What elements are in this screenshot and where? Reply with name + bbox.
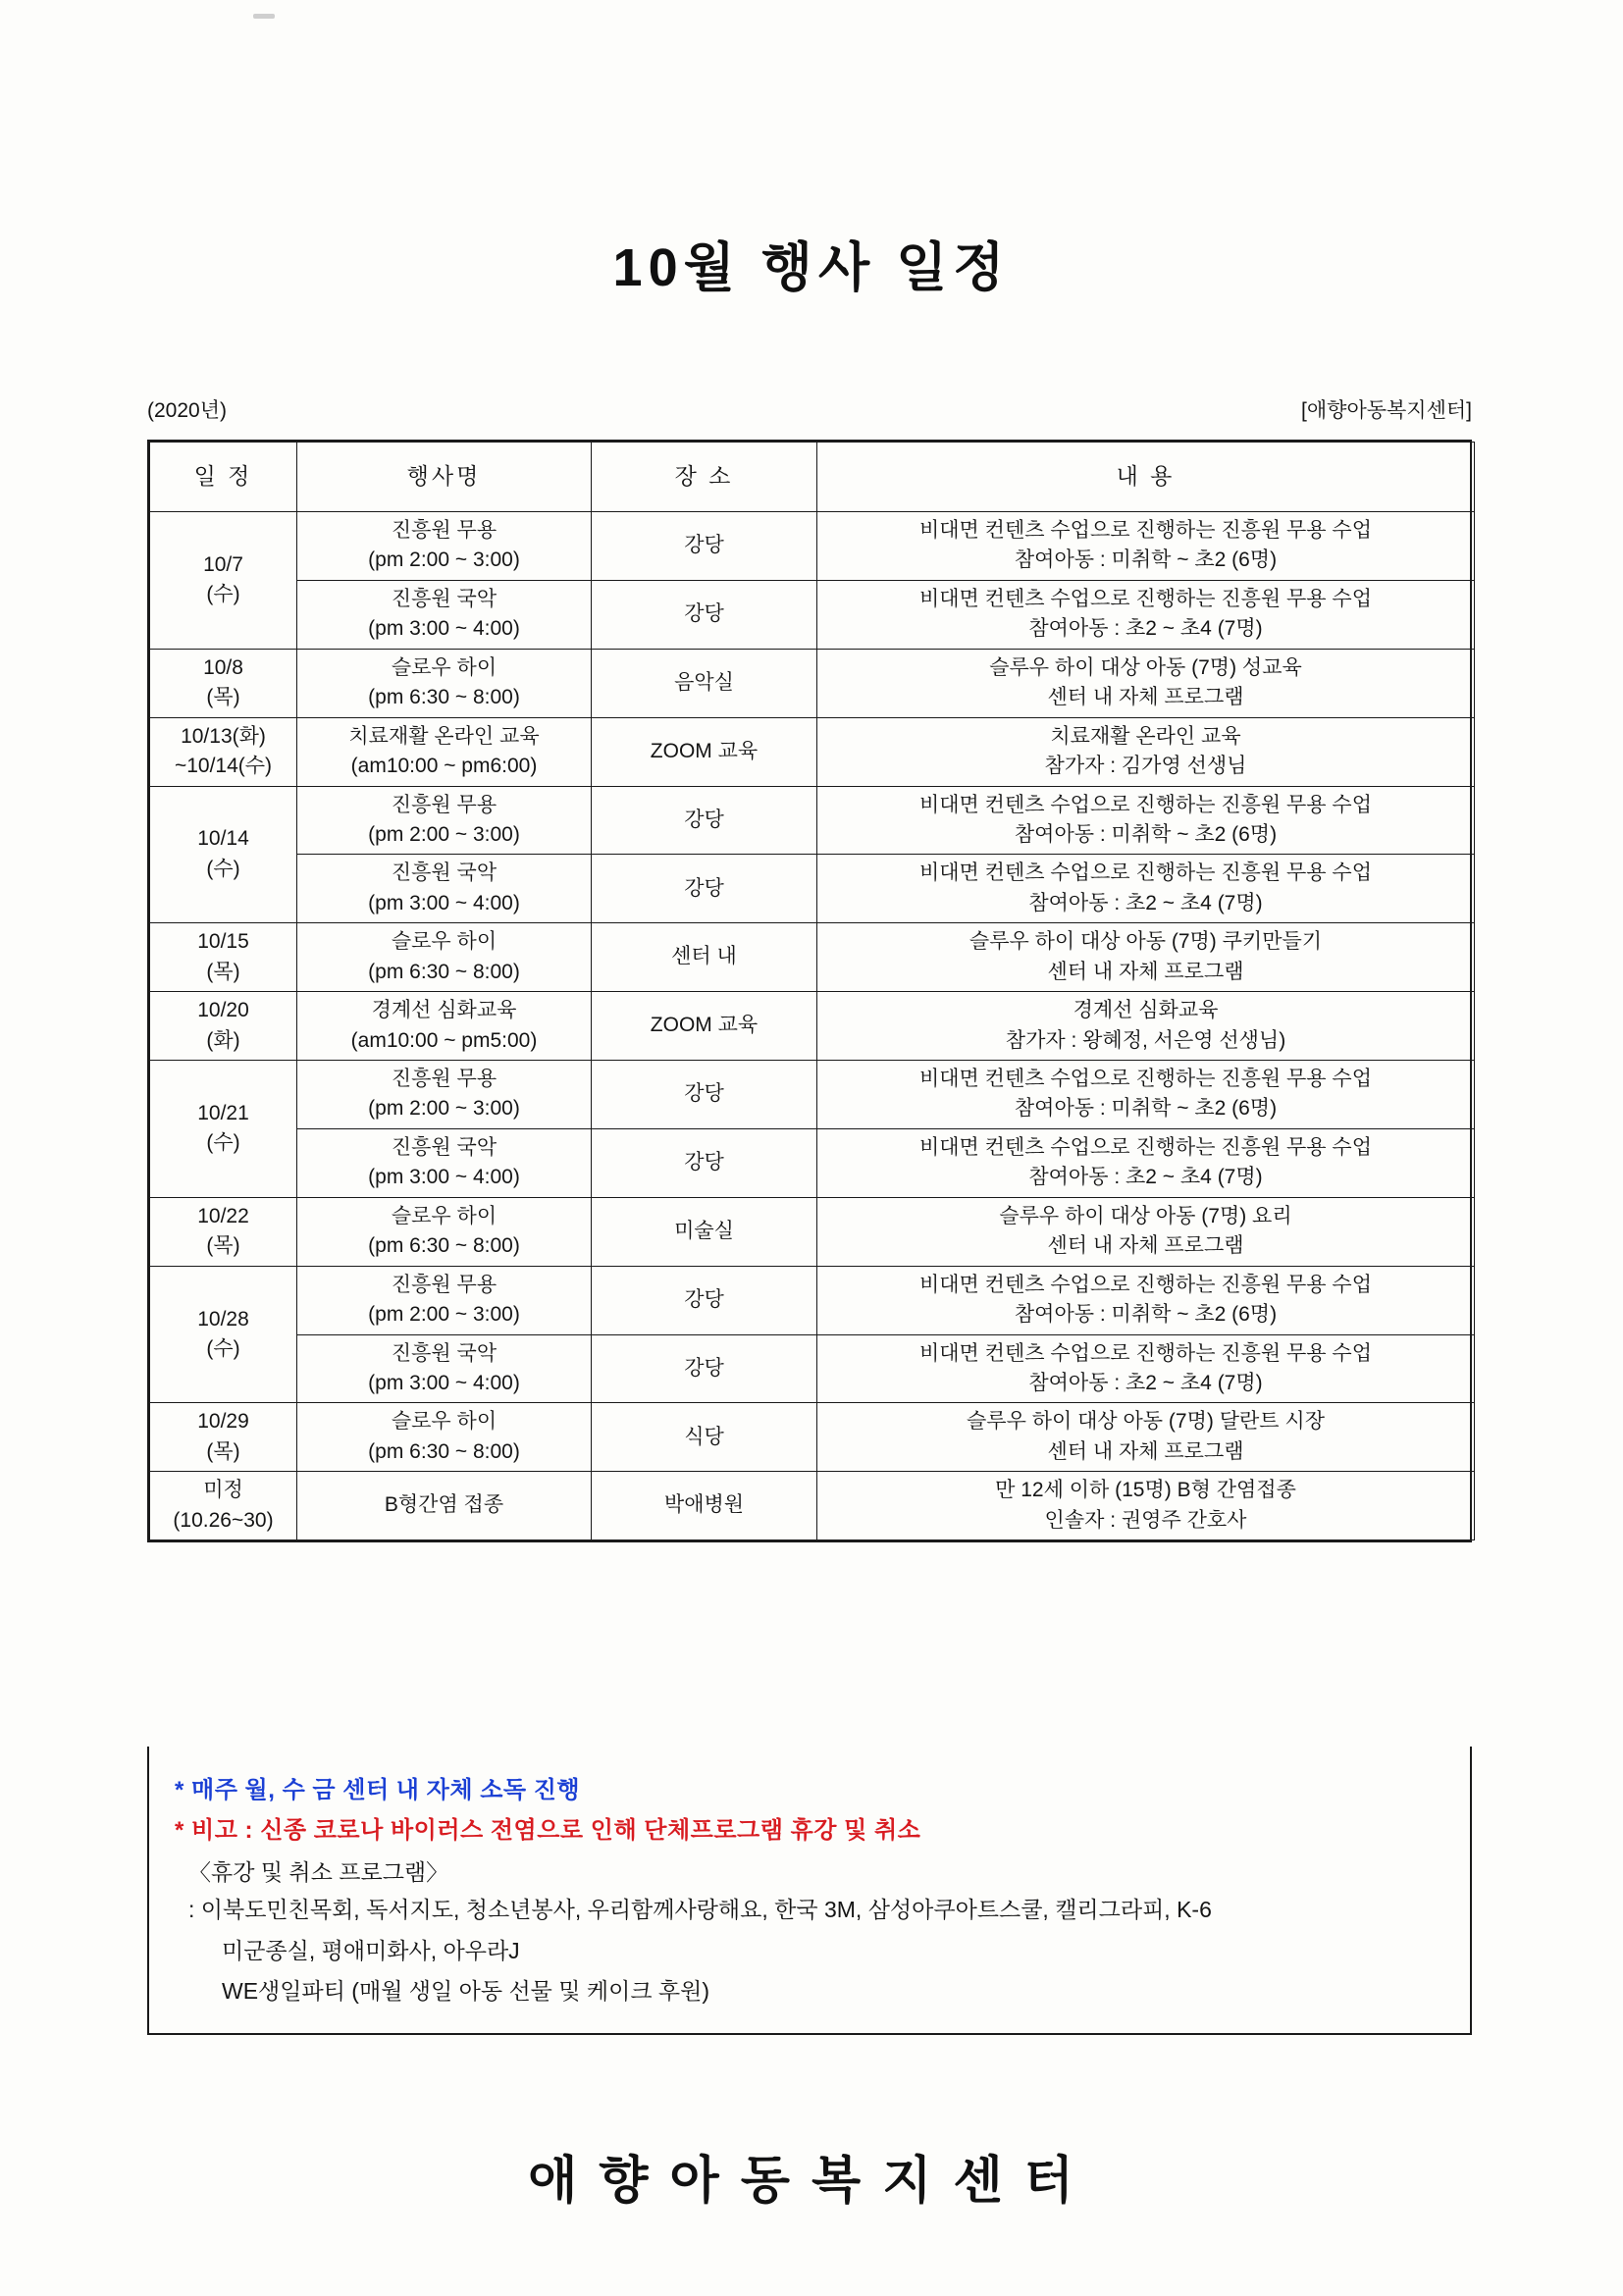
schedule-table bbox=[149, 442, 1475, 1540]
note-covid-remark: * 비고 : 신종 코로나 바이러스 전염으로 인해 단체프로그램 휴강 및 취소 bbox=[175, 1817, 921, 1844]
cell-place: 강당 bbox=[592, 1334, 817, 1403]
document-meta bbox=[147, 394, 1472, 424]
event-time: (pm 3:00 ~ 4:00) bbox=[368, 1371, 520, 1394]
cell-content bbox=[817, 992, 1475, 1061]
content-line-2: 참여아동 : 초2 ~ 초4 (7명) bbox=[1028, 1166, 1263, 1189]
cell-place: 음악실 bbox=[592, 649, 817, 717]
cell-place: 강당 bbox=[592, 855, 817, 923]
cell-date bbox=[150, 1197, 297, 1266]
table-row bbox=[150, 923, 1475, 992]
table-row bbox=[150, 1266, 1475, 1334]
date-weekday: (수) bbox=[206, 857, 240, 880]
cell-event bbox=[297, 580, 592, 649]
cell-content bbox=[817, 1472, 1475, 1540]
date-value: 10/29 bbox=[197, 1410, 249, 1434]
cell-date bbox=[150, 1061, 297, 1198]
content-line-1: 경계선 심화교육 bbox=[1073, 999, 1219, 1022]
cell-content bbox=[817, 923, 1475, 992]
cell-event bbox=[297, 786, 592, 855]
cell-event bbox=[297, 649, 592, 717]
event-name: 진흥원 국악 bbox=[391, 1341, 497, 1365]
content-line-1: 슬루우 하이 대상 아동 (7명) 성교육 bbox=[989, 655, 1302, 679]
date-value: 10/22 bbox=[197, 1204, 249, 1227]
date-value: 10/15 bbox=[197, 930, 249, 954]
cell-date bbox=[150, 649, 297, 717]
content-line-2: 참여아동 : 초2 ~ 초4 (7명) bbox=[1028, 1371, 1263, 1394]
event-name: 진흥원 무용 bbox=[391, 519, 497, 542]
event-time: (am10:00 ~ pm6:00) bbox=[350, 755, 538, 778]
content-line-2: 참여아동 : 초2 ~ 초4 (7명) bbox=[1028, 891, 1263, 914]
event-name: 진흥원 무용 bbox=[391, 1273, 497, 1296]
note-cancelled-programs-line-3: WE생일파티 (매월 생일 아동 선물 및 케이크 후원) bbox=[222, 1978, 710, 2005]
date-weekday: (목) bbox=[206, 1439, 240, 1463]
event-name: 진흥원 국악 bbox=[391, 587, 497, 610]
cell-event bbox=[297, 1128, 592, 1197]
note-disinfection: * 매주 월, 수 금 센터 내 자체 소독 진행 bbox=[175, 1777, 581, 1803]
content-line-1: 비대면 컨텐츠 수업으로 진행하는 진흥원 무용 수업 bbox=[918, 1273, 1372, 1296]
content-line-1: 치료재활 온라인 교육 bbox=[1050, 724, 1241, 748]
cell-content bbox=[817, 1403, 1475, 1472]
date-range: (10.26~30) bbox=[173, 1508, 274, 1532]
content-line-1: 만 12세 이하 (15명) B형 간염접종 bbox=[995, 1479, 1296, 1502]
cell-event bbox=[297, 512, 592, 581]
table-row bbox=[150, 1334, 1475, 1403]
date-range-end: ~10/14(수) bbox=[174, 755, 273, 778]
date-weekday: (수) bbox=[206, 1337, 240, 1360]
content-line-1: 슬루우 하이 대상 아동 (7명) 달란트 시장 bbox=[967, 1410, 1325, 1434]
date-value: 10/13(화) bbox=[181, 724, 266, 748]
date-value: 10/8 bbox=[203, 655, 243, 679]
content-line-2: 참여아동 : 초2 ~ 초4 (7명) bbox=[1028, 617, 1263, 641]
content-line-2: 센터 내 자체 프로그램 bbox=[1047, 686, 1244, 709]
date-value: 10/20 bbox=[197, 999, 249, 1022]
date-weekday: (목) bbox=[206, 1234, 240, 1258]
event-time: (pm 2:00 ~ 3:00) bbox=[368, 1097, 520, 1121]
date-value: 10/14 bbox=[197, 827, 249, 851]
cell-place: 강당 bbox=[592, 512, 817, 581]
cell-content bbox=[817, 1334, 1475, 1403]
cell-content bbox=[817, 512, 1475, 581]
date-weekday: (목) bbox=[206, 686, 240, 709]
table-row bbox=[150, 717, 1475, 786]
table-row bbox=[150, 855, 1475, 923]
cell-event bbox=[297, 1472, 592, 1540]
event-time: (pm 3:00 ~ 4:00) bbox=[368, 1166, 520, 1189]
cell-content bbox=[817, 1128, 1475, 1197]
event-time: (pm 6:30 ~ 8:00) bbox=[368, 1234, 520, 1258]
content-line-2: 센터 내 자체 프로그램 bbox=[1047, 1439, 1244, 1463]
table-row bbox=[150, 1197, 1475, 1266]
cell-event bbox=[297, 1334, 592, 1403]
date-weekday: (수) bbox=[206, 583, 240, 606]
cell-event bbox=[297, 1061, 592, 1129]
event-name: 진흥원 무용 bbox=[391, 1068, 497, 1090]
content-line-2: 참여아동 : 미취학 ~ 초2 (6명) bbox=[1014, 822, 1278, 846]
content-line-2: 인솔자 : 권영주 간호사 bbox=[1044, 1508, 1247, 1532]
event-name: 슬로우 하이 bbox=[391, 655, 497, 679]
cell-date bbox=[150, 512, 297, 650]
event-time: (pm 3:00 ~ 4:00) bbox=[368, 617, 520, 641]
cell-event bbox=[297, 923, 592, 992]
content-line-1: 슬루우 하이 대상 아동 (7명) 쿠키만들기 bbox=[969, 930, 1323, 954]
event-name: 진흥원 국악 bbox=[391, 1135, 497, 1159]
year-label: (2020년) bbox=[147, 399, 227, 422]
schedule-table-wrapper bbox=[147, 440, 1472, 1542]
event-time: (pm 3:00 ~ 4:00) bbox=[368, 891, 520, 914]
table-row bbox=[150, 786, 1475, 855]
content-line-2: 참가자 : 김가영 선생님 bbox=[1044, 755, 1247, 778]
organization-label: [애향아동복지센터] bbox=[1301, 399, 1472, 422]
cell-content bbox=[817, 649, 1475, 717]
event-time: (pm 2:00 ~ 3:00) bbox=[368, 822, 520, 846]
event-time: (pm 6:30 ~ 8:00) bbox=[368, 960, 520, 983]
table-header-row bbox=[150, 443, 1475, 512]
table-row bbox=[150, 580, 1475, 649]
date-value: 10/28 bbox=[197, 1307, 249, 1331]
cell-place: 강당 bbox=[592, 580, 817, 649]
content-line-2: 참여아동 : 미취학 ~ 초2 (6명) bbox=[1014, 1303, 1278, 1327]
cell-place: ZOOM 교육 bbox=[592, 992, 817, 1061]
event-name: 치료재활 온라인 교육 bbox=[348, 724, 540, 748]
cell-place: 센터 내 bbox=[592, 923, 817, 992]
cell-date bbox=[150, 1266, 297, 1403]
date-weekday: (화) bbox=[206, 1028, 240, 1052]
date-value: 10/21 bbox=[197, 1101, 249, 1124]
note-subheading: 〈휴강 및 취소 프로그램〉 bbox=[188, 1859, 449, 1885]
content-line-1: 비대면 컨텐츠 수업으로 진행하는 진흥원 무용 수업 bbox=[918, 587, 1372, 610]
event-name: 슬로우 하이 bbox=[391, 1410, 497, 1434]
cell-content bbox=[817, 1266, 1475, 1334]
event-name: 경계선 심화교육 bbox=[371, 999, 517, 1022]
date-weekday: (목) bbox=[206, 960, 240, 983]
header-date: 일 정 bbox=[150, 443, 297, 512]
date-value: 미정 bbox=[203, 1479, 243, 1502]
date-weekday: (수) bbox=[206, 1131, 240, 1155]
content-line-1: 비대면 컨텐츠 수업으로 진행하는 진흥원 무용 수업 bbox=[918, 1341, 1372, 1365]
event-time: (pm 6:30 ~ 8:00) bbox=[368, 686, 520, 709]
content-line-1: 비대면 컨텐츠 수업으로 진행하는 진흥원 무용 수업 bbox=[918, 519, 1372, 542]
cell-event bbox=[297, 1403, 592, 1472]
table-row bbox=[150, 1403, 1475, 1472]
schedule-table-body bbox=[150, 512, 1475, 1540]
cell-place: 식당 bbox=[592, 1403, 817, 1472]
content-line-1: 비대면 컨텐츠 수업으로 진행하는 진흥원 무용 수업 bbox=[918, 1068, 1372, 1090]
table-row bbox=[150, 649, 1475, 717]
date-value: 10/7 bbox=[203, 552, 243, 576]
header-content: 내 용 bbox=[817, 443, 1475, 512]
cell-date bbox=[150, 717, 297, 786]
event-time: (pm 2:00 ~ 3:00) bbox=[368, 1303, 520, 1327]
content-line-2: 센터 내 자체 프로그램 bbox=[1047, 960, 1244, 983]
header-event: 행사명 bbox=[297, 443, 592, 512]
cell-place: 강당 bbox=[592, 1061, 817, 1129]
event-time: (pm 2:00 ~ 3:00) bbox=[368, 548, 520, 572]
table-row bbox=[150, 1061, 1475, 1129]
cell-date bbox=[150, 786, 297, 923]
table-row bbox=[150, 1128, 1475, 1197]
cell-place: 강당 bbox=[592, 1128, 817, 1197]
cell-content bbox=[817, 580, 1475, 649]
cell-place: 강당 bbox=[592, 1266, 817, 1334]
page-title: 10월 행사 일정 bbox=[612, 238, 1011, 297]
cell-date bbox=[150, 923, 297, 992]
cell-place: 강당 bbox=[592, 786, 817, 855]
cell-event bbox=[297, 717, 592, 786]
content-line-2: 참여아동 : 미취학 ~ 초2 (6명) bbox=[1014, 1097, 1278, 1121]
content-line-1: 비대면 컨텐츠 수업으로 진행하는 진흥원 무용 수업 bbox=[918, 793, 1372, 816]
event-time: (am10:00 ~ pm5:00) bbox=[350, 1028, 538, 1052]
cell-date bbox=[150, 992, 297, 1061]
cell-place: 박애병원 bbox=[592, 1472, 817, 1540]
content-line-1: 슬루우 하이 대상 아동 (7명) 요리 bbox=[999, 1204, 1292, 1227]
event-name: 진흥원 국악 bbox=[391, 861, 497, 885]
event-time: (pm 6:30 ~ 8:00) bbox=[368, 1439, 520, 1463]
content-line-2: 센터 내 자체 프로그램 bbox=[1047, 1234, 1244, 1258]
content-line-2: 참여아동 : 미취학 ~ 초2 (6명) bbox=[1014, 548, 1278, 572]
cell-place: 미술실 bbox=[592, 1197, 817, 1266]
footer-organization: 애향아동복지센터 bbox=[528, 2153, 1095, 2210]
cell-event bbox=[297, 1197, 592, 1266]
cell-event bbox=[297, 1266, 592, 1334]
notes-section bbox=[147, 1747, 1472, 2035]
table-row bbox=[150, 512, 1475, 581]
content-line-1: 비대면 컨텐츠 수업으로 진행하는 진흥원 무용 수업 bbox=[918, 1135, 1372, 1159]
event-name: B형간염 접종 bbox=[384, 1493, 504, 1517]
event-name: 진흥원 무용 bbox=[391, 793, 497, 816]
content-line-1: 비대면 컨텐츠 수업으로 진행하는 진흥원 무용 수업 bbox=[918, 861, 1372, 885]
note-cancelled-programs-line-1: : 이북도민친목회, 독서지도, 청소년봉사, 우리함께사랑해요, 한국 3M, 삼성아쿠아트스쿨, 캘리그라피, K-6 bbox=[188, 1897, 1212, 1922]
cell-date bbox=[150, 1403, 297, 1472]
event-name: 슬로우 하이 bbox=[391, 1204, 497, 1227]
table-row bbox=[150, 992, 1475, 1061]
cell-place: ZOOM 교육 bbox=[592, 717, 817, 786]
cell-event bbox=[297, 855, 592, 923]
cell-content bbox=[817, 786, 1475, 855]
header-place: 장 소 bbox=[592, 443, 817, 512]
cell-content bbox=[817, 1197, 1475, 1266]
cell-content bbox=[817, 855, 1475, 923]
cell-event bbox=[297, 992, 592, 1061]
note-cancelled-programs-line-2: 미군종실, 평애미화사, 아우라J bbox=[222, 1937, 520, 1963]
cell-content bbox=[817, 717, 1475, 786]
scan-artifact bbox=[253, 14, 275, 19]
event-name: 슬로우 하이 bbox=[391, 930, 497, 954]
content-line-2: 참가자 : 왕혜정, 서은영 선생님) bbox=[1005, 1028, 1286, 1052]
table-row bbox=[150, 1472, 1475, 1540]
cell-date bbox=[150, 1472, 297, 1540]
cell-content bbox=[817, 1061, 1475, 1129]
